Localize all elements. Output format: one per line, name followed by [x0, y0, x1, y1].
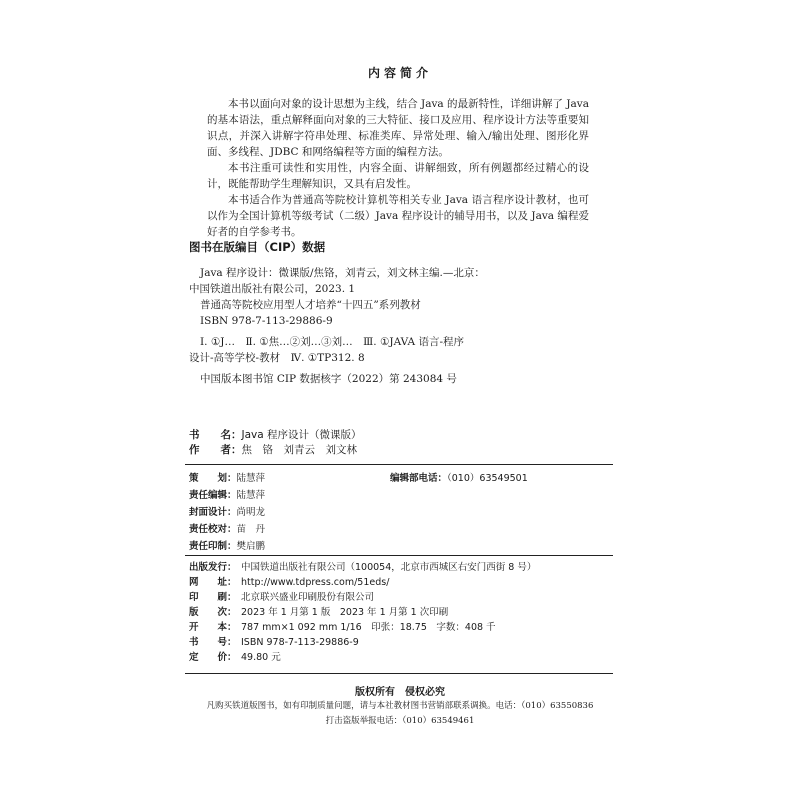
divider-1 [185, 464, 613, 465]
intro-paragraph-2: 本书注重可读性和实用性，内容全面、讲解细致，所有例题都经过精心的设计，既能帮助学生理解知识，又具有启发性。 [207, 162, 589, 190]
rights-notice: 版权所有 侵权必究 [355, 687, 445, 698]
phone-label: 编辑部电话： [390, 473, 448, 484]
book-author-row [189, 443, 357, 458]
print-manager-row [189, 538, 265, 556]
proofreader-row [189, 521, 265, 539]
divider-3 [185, 673, 613, 674]
cover-design-row [189, 504, 265, 522]
proofreader-value: 苗 丹 [236, 524, 266, 535]
intro-paragraph-3: 本书适合作为普通高等院校计算机等相关专业 Java 语言程序设计教材，也可以作为全国计算机等级考试（二级）Java 程序设计的辅导用书，以及 Java 编程爱好者的自学参考书。 [207, 194, 589, 238]
print-manager-label: 责任印制： [189, 541, 237, 552]
website-row [189, 575, 389, 590]
isbn-label: 书 号： [189, 637, 237, 648]
cip-line-4: ISBN 978-7-113-29886-9 [200, 315, 333, 327]
publisher-value: 中国铁道出版社有限公司（100054，北京市西城区右安门西街 8 号） [241, 562, 537, 573]
cover-design-label: 封面设计： [189, 507, 237, 518]
website-label: 网 址： [189, 577, 237, 588]
edition-row [189, 605, 448, 620]
edition-value: 2023 年 1 月第 1 版 2023 年 1 月第 1 次印刷 [241, 607, 449, 618]
cip-line-6: 设计-高等学校-教材 Ⅳ. ①TP312. 8 [189, 352, 365, 364]
phone-value: （010）63549501 [447, 473, 528, 484]
printer-label: 印 刷： [189, 592, 237, 603]
cip-line-1: Java 程序设计：微课版/焦铬，刘青云，刘文林主编.—北京： [200, 267, 485, 279]
piracy-report-phone: 打击盗版举报电话：（010）63549461 [325, 716, 475, 726]
book-author-label: 作 者： [189, 444, 242, 456]
proofreader-label: 责任校对： [189, 524, 237, 535]
planner-label: 策 划： [189, 473, 237, 484]
cover-design-value: 尚明龙 [236, 507, 266, 518]
price-value: 49.80 元 [241, 652, 281, 663]
website-value: http://www.tdpress.com/51eds/ [241, 577, 390, 588]
format-label: 开 本： [189, 622, 237, 633]
book-title-value: Java 程序设计（微课版） [241, 429, 362, 441]
editor-value: 陆慧萍 [236, 490, 266, 501]
price-row [189, 650, 281, 665]
book-title-label: 书 名： [189, 429, 242, 441]
intro-title: 内容简介 [367, 66, 432, 80]
publisher-row [189, 560, 536, 575]
publisher-label: 出版发行： [189, 562, 237, 573]
cip-line-3: 普通高等院校应用型人才培养“十四五”系列教材 [200, 299, 421, 311]
price-label: 定 价： [189, 652, 237, 663]
cip-line-7: 中国版本图书馆 CIP 数据核字（2022）第 243084 号 [200, 373, 457, 385]
printer-row [189, 590, 374, 605]
cip-line-5: Ⅰ. ①J… Ⅱ. ①焦…②刘…③刘… Ⅲ. ①JAVA 语言-程序 [200, 336, 464, 348]
book-author-value: 焦 铬 刘青云 刘文林 [241, 444, 357, 456]
intro-body [207, 96, 589, 240]
planner-value: 陆慧萍 [236, 473, 266, 484]
book-title-row [189, 428, 362, 443]
isbn-row [189, 635, 359, 650]
edition-label: 版 次： [189, 607, 237, 618]
editor-label: 责任编辑： [189, 490, 237, 501]
divider-2 [185, 555, 613, 556]
format-row [189, 620, 496, 635]
planner-row [189, 470, 265, 488]
phone-row [390, 470, 528, 488]
editor-row [189, 487, 265, 505]
cip-line-2: 中国铁道出版社有限公司，2023. 1 [189, 283, 356, 295]
quality-notice: 凡购买铁道版图书，如有印制质量问题，请与本社教材图书营销部联系调换。电话：（010）63550836 [206, 701, 594, 711]
cip-heading: 图书在版编目（CIP）数据 [189, 240, 326, 254]
isbn-value: ISBN 978-7-113-29886-9 [241, 637, 359, 648]
format-value: 787 mm×1 092 mm 1/16 印张：18.75 字数：408 千 [241, 622, 496, 633]
intro-paragraph-1: 本书以面向对象的设计思想为主线，结合 Java 的最新特性，详细讲解了 Java 的基本语法，重点解释面向对象的三大特征、接口及应用、程序设计方法等重要知识点，并深入讲解字符串处理、标准类库、异常处理、输入/输出处理、图形化界面、多线程、JDBC 和网络编程等方面的编程方法。 [207, 98, 589, 158]
printer-value: 北京联兴盛业印刷股份有限公司 [241, 592, 375, 603]
print-manager-value: 樊启鹏 [236, 541, 266, 552]
